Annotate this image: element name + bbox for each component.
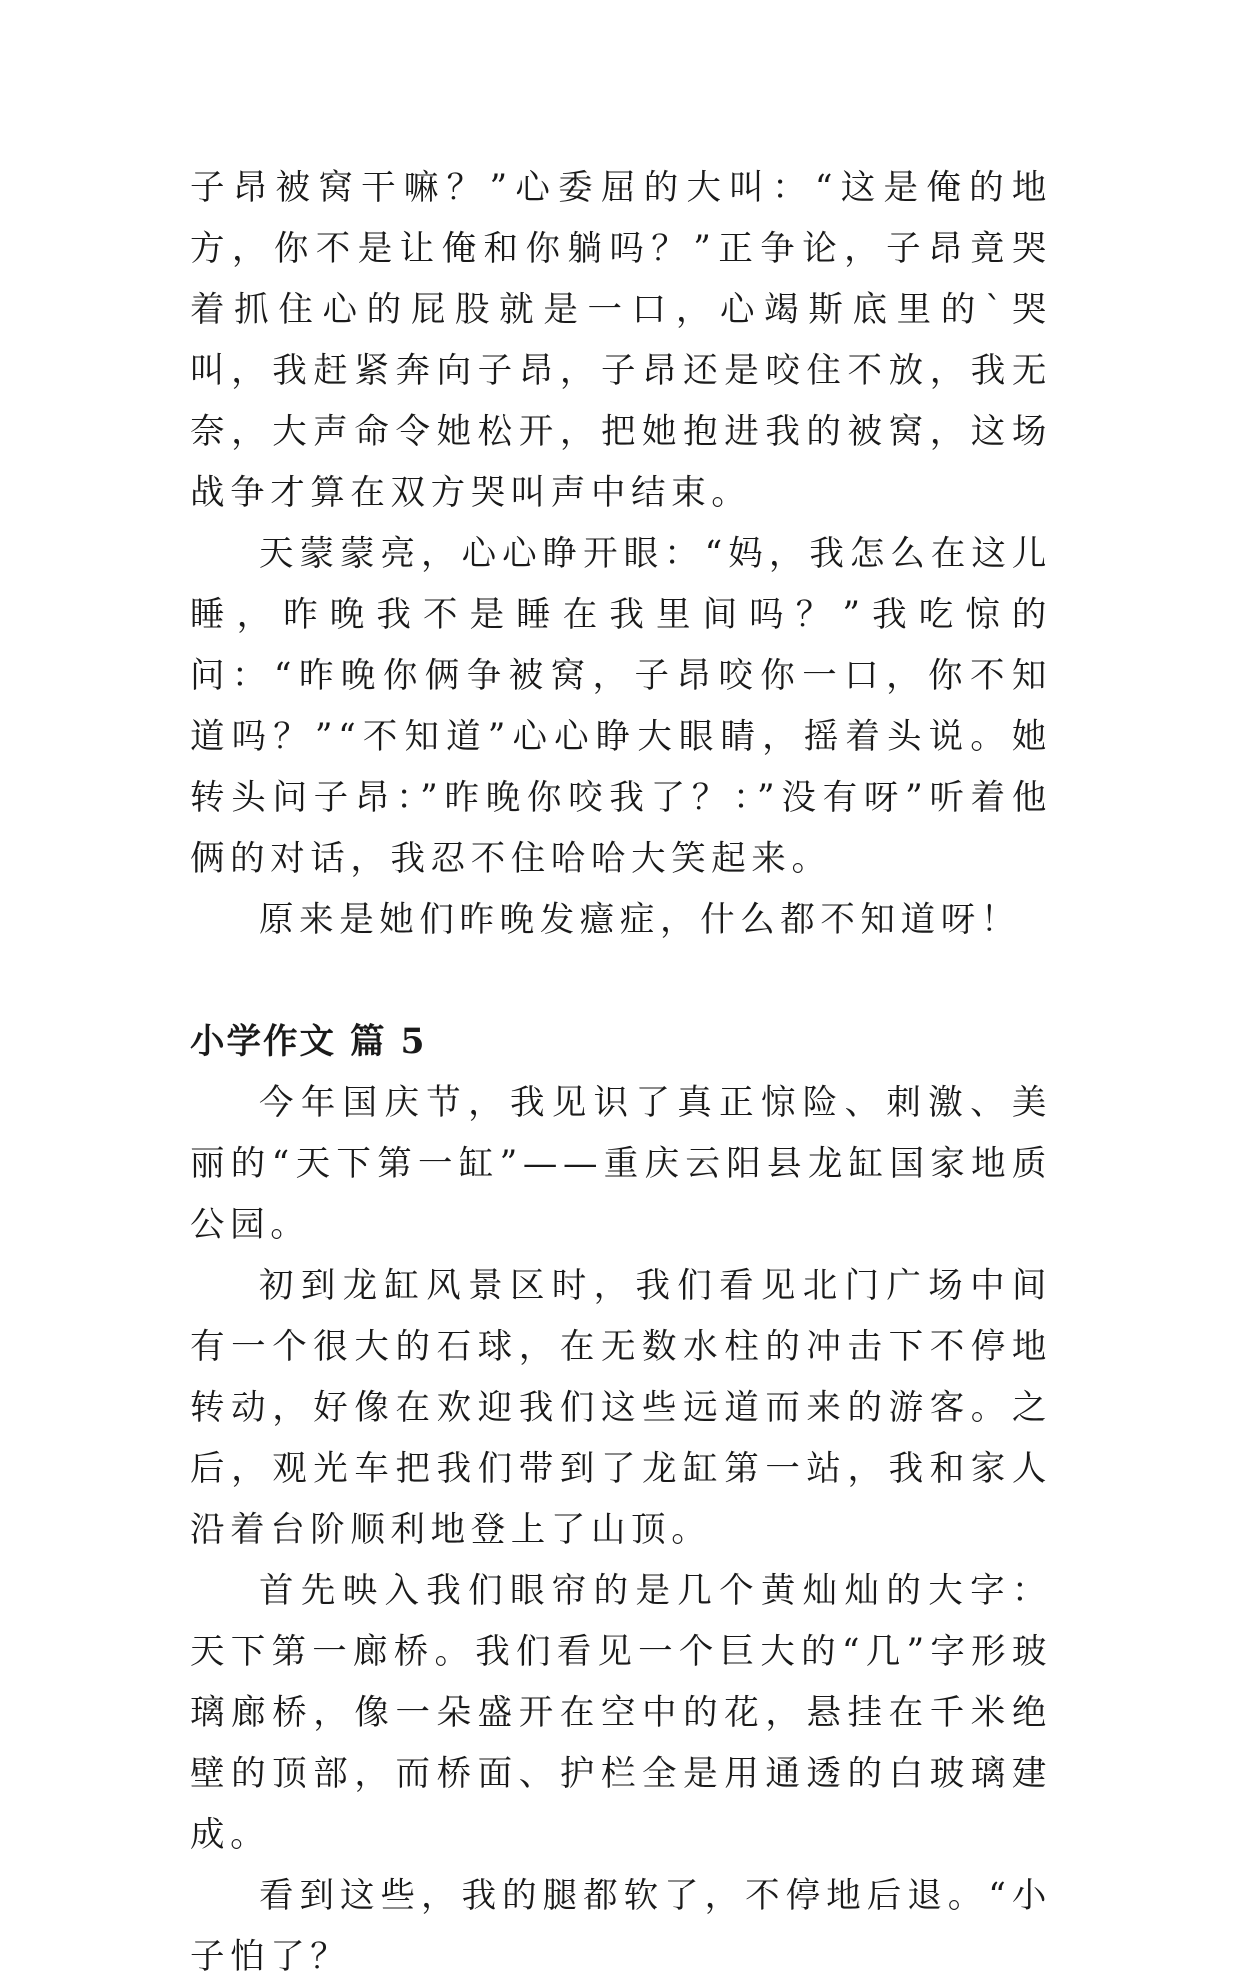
body-paragraph: 今年国庆节，我见识了真正惊险、刺激、美丽的“天下第一缸”——重庆云阳县龙缸国家地质公园。: [190, 1083, 1052, 1245]
body-paragraph: 看到这些，我的腿都软了，不停地后退。“小子怕了？: [190, 1876, 1052, 1977]
body-paragraph: 子昂被窝干嘛？”心委屈的大叫：“这是俺的地方，你不是让俺和你躺吗？”正争论，子昂竟哭着抓住心的屁股就是一口，心竭斯底里的`哭叫，我赶紧奔向子昂，子昂还是咬住不放，我无奈，大声命令她松开，把她抱进我的被窝，这场战争才算在双方哭叫声中结束。: [190, 168, 1052, 513]
document-page: [190, 158, 1052, 1988]
body-paragraph: 天蒙蒙亮，心心睁开眼：“妈，我怎么在这儿睡，昨晚我不是睡在我里间吗？”我吃惊的问：“昨晚你俩争被窝，子昂咬你一口，你不知道吗？”“不知道”心心睁大眼睛，摇着头说。她转头问子昂：”昨晚你咬我了？：”没有呀”听着他俩的对话，我忍不住哈哈大笑起来。: [190, 534, 1052, 879]
body-paragraph: 首先映入我们眼帘的是几个黄灿灿的大字：天下第一廊桥。我们看见一个巨大的“几”字形玻璃廊桥，像一朵盛开在空中的花，悬挂在千米绝壁的顶部，而桥面、护栏全是用通透的白玻璃建成。: [190, 1571, 1052, 1855]
body-paragraph: 原来是她们昨晚发癔症，什么都不知道呀！: [259, 900, 1021, 940]
section-heading: 小学作文 篇 5: [190, 1022, 427, 1062]
body-paragraph: 初到龙缸风景区时，我们看见北门广场中间有一个很大的石球，在无数水柱的冲击下不停地转动，好像在欢迎我们这些远道而来的游客。之后，观光车把我们带到了龙缸第一站，我和家人沿着台阶顺利地登上了山顶。: [190, 1266, 1052, 1550]
